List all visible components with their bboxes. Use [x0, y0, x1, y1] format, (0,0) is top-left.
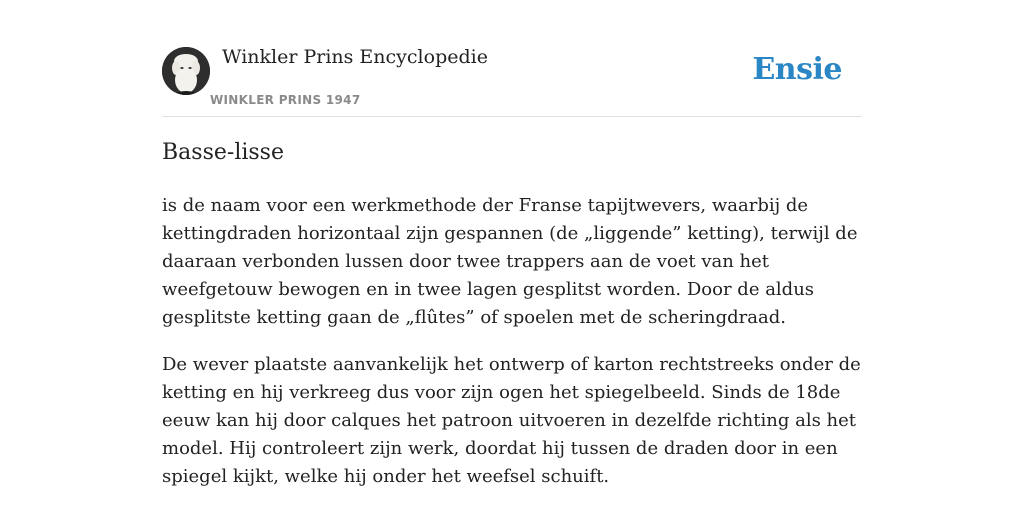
article-paragraph: is de naam voor een werkmethode der Franse tapijtwevers, waarbij de kettingdraden horizontaal zijn gespannen (de „liggende” ketting), terwijl de daaraan verbonden lussen door twee trappers aan de voet van het weefgetouw bewogen en in twee lagen gesplitst worden. Door de aldus gesplitste ketting gaan de „flûtes” of spoelen met de scheringdraad. — [162, 195, 858, 328]
article-paragraph: De wever plaatste aanvankelijk het ontwerp of karton rechtstreeks onder de ketting en hij verkreeg dus voor zijn ogen het spiegelbeeld. Sinds de 18de eeuw kan hij door calques het patroon uitvoeren in dezelfde richting als het model. Hij controleert zijn werk, doordat hij tussen de draden door in een spiegel kijkt, welke hij onder het weefsel schuift. — [162, 354, 861, 487]
ensie-logo-link[interactable]: Ensie — [752, 52, 842, 87]
article-body — [162, 192, 862, 510]
article-title: Basse-lisse — [162, 140, 284, 165]
source-header — [162, 46, 862, 117]
source-title[interactable]: Winkler Prins Encyclopedie — [222, 46, 488, 68]
avatar[interactable] — [162, 47, 210, 95]
source-subtitle[interactable]: WINKLER PRINS 1947 — [210, 93, 361, 107]
bearded-man-portrait-icon — [162, 47, 210, 95]
